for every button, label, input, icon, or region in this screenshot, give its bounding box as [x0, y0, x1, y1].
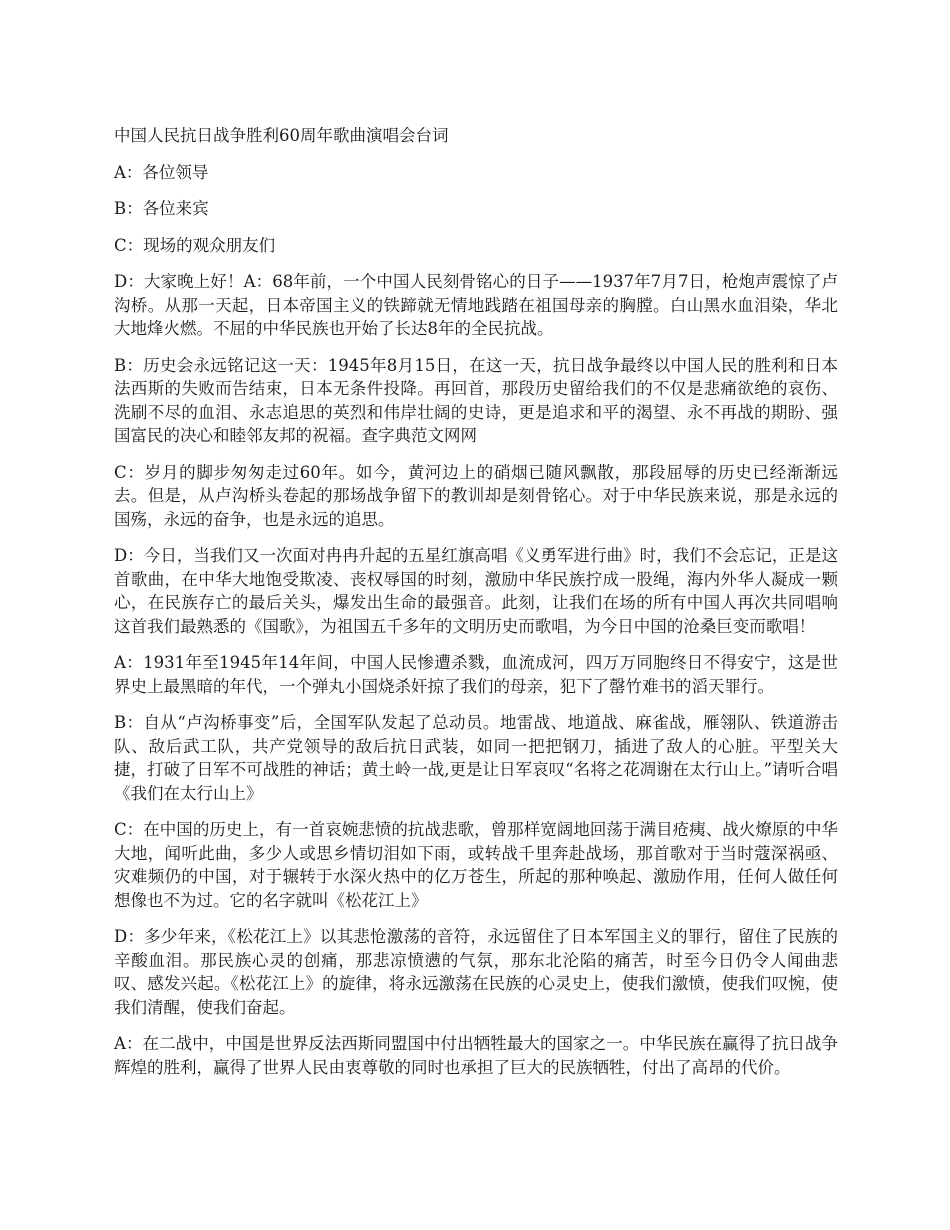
paragraph-a-sacrifice: A：在二战中，中国是世界反法西斯同盟国中付出牺牲最大的国家之一。中华民族在赢得了抗日战争辉煌的胜利，赢得了世界人民由衷尊敬的同时也承担了巨大的民族牺牲，付出了高昂的代价。	[114, 1034, 838, 1077]
paragraph-a-leaders: A：各位领导	[114, 162, 209, 182]
paragraph-d-anthem: D：今日，当我们又一次面对冉冉升起的五星红旗高唱《义勇军进行曲》时，我们不会忘记，正是这首歌曲，在中华大地饱受欺凌、丧权辱国的时刻，激励中华民族拧成一股绳，海内外华人凝成一颗心，在民族存亡的最后关头，爆发出生命的最强音。此刻，让我们在场的所有中国人再次共同唱响这首我们最熟悉的《国歌》，为祖国五千多年的文明历史而歌唱，为今日中国的沧桑巨变而歌唱！	[114, 546, 838, 636]
document-body	[114, 124, 838, 1092]
paragraph-d-songhua-legacy: D：多少年来，《松花江上》以其悲怆激荡的音符，永远留住了日本军国主义的罪行，留住了民族的辛酸血泪。那民族心灵的创痛，那悲凉愤懑的气氛，那东北沦陷的痛苦，时至今日仍令人闻曲悲叹、感发兴起。《松花江上》的旋律，将永远激荡在民族的心灵史上，使我们激愤，使我们叹惋，使我们清醒，使我们奋起。	[114, 927, 838, 1017]
paragraph-c-years: C：岁月的脚步匆匆走过60年。如今，黄河边上的硝烟已随风飘散，那段屈辱的历史已经渐渐远去。但是，从卢沟桥头卷起的那场战争留下的教训却是刻骨铭心。对于中华民族来说，那是永远的国殇，永远的奋争，也是永远的追思。	[114, 462, 838, 529]
paragraph-b-guests: B：各位来宾	[114, 199, 209, 218]
document-title: 中国人民抗日战争胜利60周年歌曲演唱会台词	[114, 126, 449, 145]
paragraph-b-taihang: B：自从“卢沟桥事变”后，全国军队发起了总动员。地雷战、地道战、麻雀战，雁翎队、铁道游击队、敌后武工队，共产党领导的敌后抗日武装，如同一把把钢刀，插进了敌人的心脏。平型关大捷，打破了日军不可战胜的神话；黄土岭一战,更是让日军哀叹“名将之花凋谢在太行山上。”请听合唱《我们在太行山上》	[114, 713, 838, 803]
paragraph-a-dark-years: A：1931年至1945年14年间，中国人民惨遭杀戮，血流成河，四万万同胞终日不得安宁，这是世界史上最黑暗的年代，一个弹丸小国烧杀奸掠了我们的母亲，犯下了罄竹难书的滔天罪行。	[114, 653, 838, 696]
paragraph-c-songhua: C：在中国的历史上，有一首哀婉悲愤的抗战悲歌，曾那样宽阔地回荡于满目疮痍、战火燎原的中华大地，闻听此曲，多少人或思乡情切泪如下雨，或转战千里奔赴战场，那首歌对于当时蔻深祸亟、灾难频仍的中国，对于辗转于水深火热中的亿万苍生，所起的那种唤起、激励作用，任何人做任何想像也不为过。它的名字就叫《松花江上》	[114, 820, 838, 910]
paragraph-d-greeting: D：大家晚上好！A：68年前，一个中国人民刻骨铭心的日子——1937年7月7日，枪炮声震惊了卢沟桥。从那一天起，日本帝国主义的铁蹄就无情地践踏在祖国母亲的胸膛。白山黑水血泪染，华北大地烽火燃。不屈的中华民族也开始了长达8年的全民抗战。	[114, 272, 838, 338]
paragraph-b-history: B：历史会永远铭记这一天：1945年8月15日，在这一天，抗日战争最终以中国人民的胜利和日本法西斯的失败而告结束，日本无条件投降。再回首，那段历史留给我们的不仅是悲痛欲绝的哀伤、洗刷不尽的血泪、永志追思的英烈和伟岸壮阔的史诗，更是追求和平的渴望、永不再战的期盼、强国富民的决心和睦邻友邦的祝福。查字典范文网网	[114, 355, 838, 445]
paragraph-c-audience: C：现场的观众朋友们	[114, 235, 276, 255]
